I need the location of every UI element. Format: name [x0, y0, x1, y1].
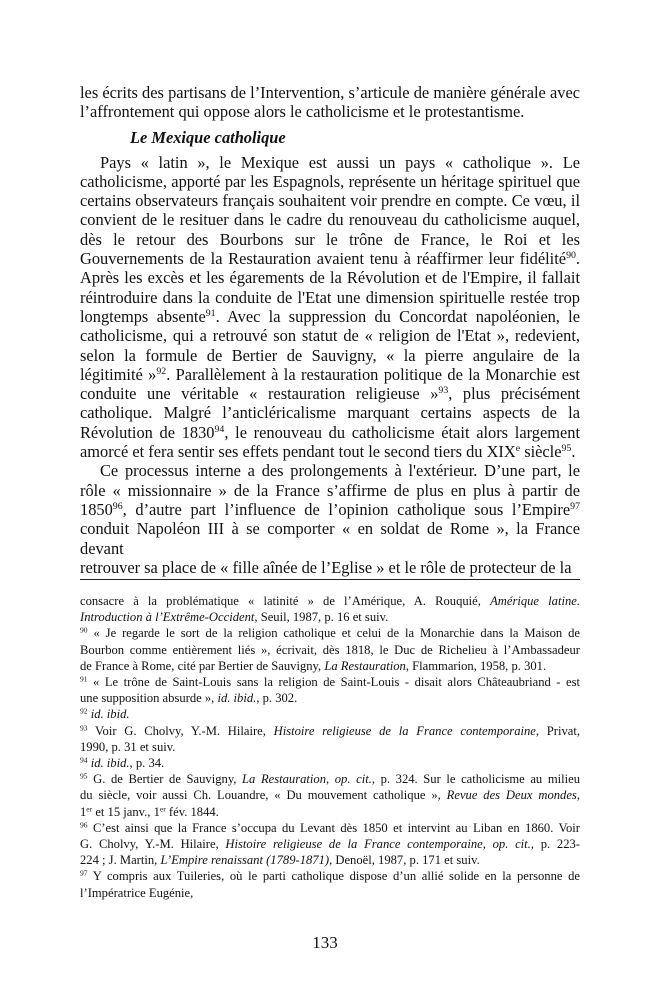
text-run: 224 ; J. Martin, — [80, 853, 161, 868]
footnote-ref: 91 — [205, 308, 216, 320]
text-line — [80, 249, 580, 268]
body-text — [80, 153, 580, 578]
footnote-ref: 95 — [80, 771, 88, 781]
text-run: longtemps absente — [80, 306, 206, 326]
text-run: . Avec la suppression du Concordat napoléonien, le — [215, 306, 581, 326]
text-run: 1850 — [80, 499, 113, 519]
footnote — [80, 868, 580, 900]
text-run: Y compris aux Tuileries, où le parti catholique dispose d’un allié solide en la personne de — [87, 869, 580, 884]
text-line — [80, 739, 580, 755]
text-run: , p. 302. — [256, 691, 298, 706]
text-line — [80, 787, 580, 803]
footnote-ref: 94 — [80, 755, 88, 765]
main-text — [80, 83, 580, 577]
text-line — [80, 481, 580, 500]
text-line — [80, 625, 580, 641]
text-run: , plus précisément — [448, 384, 580, 404]
text-line — [80, 519, 580, 558]
text-line — [80, 210, 580, 229]
footnote — [80, 625, 580, 674]
text-line — [80, 804, 580, 820]
footnote-ref: er — [159, 804, 166, 814]
text-run: siècle — [520, 442, 562, 462]
text-line — [80, 153, 580, 172]
text-line — [80, 191, 580, 210]
text-line — [80, 307, 580, 326]
footnote — [80, 593, 580, 625]
text-line — [80, 723, 580, 739]
footnote — [80, 820, 580, 869]
text-run: fév. 1844. — [165, 804, 219, 819]
text-run: Révolution de 1830 — [80, 422, 215, 442]
text-run: du siècle, voir aussi Ch. Louandre, « Du mouvement catholique », — [80, 788, 447, 803]
section-heading: Le Mexique catholique — [130, 127, 286, 147]
footnote-separator — [80, 579, 580, 580]
footnote-ref: 92 — [156, 365, 167, 377]
footnote — [80, 706, 580, 722]
text-run: « Je regarde le sort de la religion catholique et celui de la Monarchie dans la Maison de — [87, 626, 580, 641]
italic-text: Introduction à l’Extrême-Occident — [80, 610, 255, 625]
text-run: , Privat, — [535, 723, 581, 738]
footnote-ref: 90 — [80, 625, 88, 635]
text-line — [80, 461, 580, 480]
paragraph — [80, 153, 580, 462]
text-line — [80, 102, 580, 121]
text-line — [80, 658, 580, 674]
text-line — [80, 836, 580, 852]
italic-text: L’Empire renaissant (1789-1871) — [160, 853, 330, 868]
text-line — [80, 442, 580, 461]
italic-text: Amérique latine. — [490, 594, 580, 608]
footnote — [80, 771, 580, 820]
italic-text: id. ibid. — [90, 756, 130, 771]
text-run: , — [576, 788, 580, 803]
italic-text: La Restauration — [324, 658, 406, 673]
text-run: , p. 223- — [530, 837, 580, 852]
text-run: dès le retour des Bourbons sur le trône de France, le Roi et les — [80, 229, 580, 249]
text-line — [80, 593, 580, 609]
text-run: Bourbon comme entièrement liés », écrivait, dès 1818, le Duc de Richelieu à l’Ambassadeur — [80, 642, 580, 657]
text-line — [80, 326, 580, 345]
text-line — [80, 820, 580, 836]
text-run: catholicisme, apporté par les Espagnols, représente un héritage spirituel que — [80, 171, 580, 191]
paragraph — [80, 83, 580, 122]
footnote-ref: 96 — [80, 820, 88, 830]
footnote — [80, 723, 580, 755]
text-run: . — [575, 249, 580, 269]
text-run: Voir G. Cholvy, Y.-M. Hilaire, — [87, 723, 274, 738]
text-run: convient de le resituer dans le cadre du renouveau du catholicisme auquel, — [80, 210, 580, 230]
text-line — [80, 230, 580, 249]
footnote — [80, 755, 580, 771]
text-line — [80, 365, 580, 384]
italic-text: Revue des Deux mondes — [446, 788, 577, 803]
text-line — [80, 706, 580, 722]
text-line — [80, 755, 580, 771]
text-run: l’Impératrice Eugénie, — [80, 885, 194, 900]
text-run: , Flammarion, 1958, p. 301. — [405, 658, 547, 673]
text-run: , p. 34. — [129, 756, 165, 771]
text-line — [80, 268, 580, 287]
footnote-ref: 96 — [112, 501, 123, 513]
text-run: C’est ainsi que la France s’occupa du Levant dès 1850 et intervint au Liban en 1860. Voir — [87, 820, 580, 835]
text-line — [80, 83, 580, 102]
text-run: amorcé et fera sentir ses effets pendant tout le second tiers du XIX — [80, 442, 516, 462]
text-run: 1 — [80, 804, 87, 819]
text-run: certains observateurs français souhaitent voir prendre en compte. Ce vœu, il — [80, 191, 580, 211]
text-run: légitimité » — [80, 364, 157, 384]
footnote-ref: 93 — [438, 385, 449, 397]
text-run: les écrits des partisans de l’Intervention, s’articule de manière générale avec — [80, 83, 580, 102]
text-line — [80, 609, 580, 625]
text-run: catholicisme, qui a retrouvé son statut de « religion de l'Etat », redevient, — [80, 326, 580, 346]
text-run: . Parallèlement à la restauration politique de la Monarchie est — [166, 364, 580, 384]
text-run: , Seuil, 1987, p. 16 et suiv. — [254, 610, 389, 625]
footnotes — [80, 593, 580, 901]
footnote-ref: 93 — [80, 723, 88, 733]
text-line — [80, 403, 580, 422]
text-run: Après les excès et les égarements de la Révolution et de l'Empire, il fallait — [80, 268, 580, 288]
text-run: G. de Bertier de Sauvigny, — [87, 772, 243, 787]
text-run: conduit Napoléon III à se comporter « en soldat de Rome », la France devant — [80, 519, 580, 558]
text-line — [80, 558, 580, 577]
text-run: catholique. Malgré l’anticléricalisme marquant certains aspects de la — [80, 403, 580, 423]
text-run: de France à Rome, cité par Bertier de Sauvigny, — [80, 658, 325, 673]
italic-text: id. ibid. — [90, 707, 130, 722]
text-run: Pays « latin », le Mexique est aussi un pays « catholique ». Le — [100, 152, 580, 172]
text-run: conduite une véritable « restauration religieuse » — [80, 384, 439, 404]
page-number: 133 — [312, 933, 338, 952]
paragraph — [80, 461, 580, 577]
text-line — [80, 674, 580, 690]
text-run: , d’autre part l’influence de l’opinion catholique sous l’Empire — [122, 499, 571, 519]
text-line — [80, 172, 580, 191]
text-line — [80, 346, 580, 365]
footnote-ref: 94 — [214, 423, 225, 435]
text-run: une supposition absurde », — [80, 691, 218, 706]
text-run: , Denoël, 1987, p. 171 et suiv. — [329, 853, 480, 868]
intro-paragraph — [80, 83, 580, 122]
footnote-ref: er — [86, 804, 93, 814]
text-run: réintroduire dans la conduite de l'Etat une dimension spirituelle restée trop — [80, 287, 580, 307]
text-line — [80, 423, 580, 442]
text-run: retrouver sa place de « fille aînée de l’Eglise » et le rôle de protecteur de la — [80, 557, 572, 577]
text-line — [80, 500, 580, 519]
text-line — [80, 690, 580, 706]
text-line — [80, 852, 580, 868]
text-run: G. Cholvy, Y.-M. Hilaire, — [80, 837, 226, 852]
italic-text: id. ibid. — [217, 691, 257, 706]
text-run: et 15 janv., 1 — [92, 804, 160, 819]
italic-text: La Restauration, op. cit. — [242, 772, 372, 787]
text-line — [80, 868, 580, 884]
text-run: , p. 324. Sur le catholicisme au milieu — [371, 772, 580, 787]
text-run: rôle « missionnaire » de la France s’affirme de plus en plus à partir de — [80, 480, 580, 500]
text-line — [80, 885, 580, 901]
text-line — [80, 288, 580, 307]
footnote-ref: 97 — [570, 501, 580, 513]
text-run: , le renouveau du catholicisme était alors largement — [224, 422, 580, 442]
text-run: 1990, p. 31 et suiv. — [80, 739, 176, 754]
text-run: . — [571, 442, 576, 462]
text-run: Gouvernements de la Restauration avaient tenu à réaffirmer leur fidélité — [80, 249, 567, 269]
footnote-ref: 92 — [80, 706, 88, 716]
footnote — [80, 674, 580, 706]
text-line — [80, 384, 580, 403]
text-line — [80, 642, 580, 658]
footnote-ref: 95 — [561, 443, 572, 455]
text-line — [80, 771, 580, 787]
footnote-ref: 97 — [80, 868, 88, 878]
italic-text: Histoire religieuse de la France contemporaine, op. cit. — [225, 837, 531, 852]
footnote-ref: 91 — [80, 674, 88, 684]
text-run: « Le trône de Saint-Louis sans la religion de Saint-Louis - disait alors Châteaubriand - est — [87, 675, 580, 690]
text-run: consacre à la problématique « latinité » de l’Amérique, A. Rouquié, — [80, 594, 491, 608]
footnote-ref: 90 — [566, 250, 576, 262]
text-run: selon la formule de Bertier de Sauvigny, « la pierre angulaire de la — [80, 345, 580, 365]
text-run: Ce processus interne a des prolongements à l'extérieur. D’une part, le — [100, 461, 580, 481]
italic-text: Histoire religieuse de la France contemporaine — [273, 723, 536, 738]
footnote-ref: e — [515, 443, 521, 455]
text-run: l’affrontement qui oppose alors le catholicisme et le protestantisme. — [80, 102, 525, 122]
